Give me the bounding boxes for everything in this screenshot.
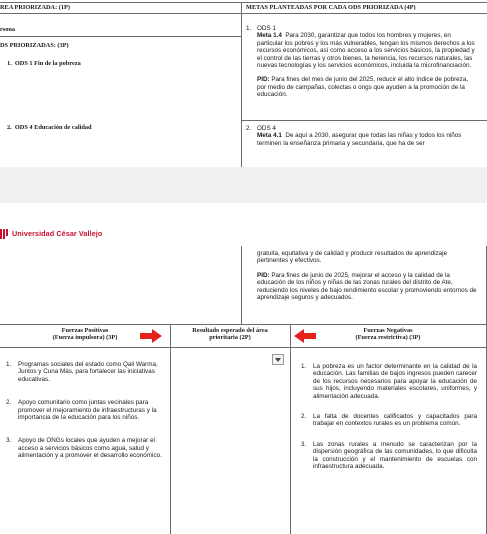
col-negativas-header: Fuerzas Negativas (Fuerza restrictiva) (3P) [355, 327, 421, 342]
header-metas: METAS PLANTEADAS POR CADA ODS PRIORIZADA (4P) [246, 4, 416, 11]
col-resultado-header: Resultado esperado del área prioritaria (2P) [192, 327, 268, 342]
arrow-left-icon [294, 329, 316, 343]
page-gap [0, 167, 487, 203]
meta-1-text: Meta 1.4 Para 2030, garantizar que todos los hombres y mujeres, en particular los pobres y los más vulnerables, tengan los mismos derechos a los recursos económicos, así como acceso a los servicios básicos, la propiedad y el control de las tierras y otros bienes, la herencia, los recursos naturales, las nuevas tecnologías y los servicios económicos, incluida la microfinanciación. [257, 32, 475, 70]
list-item: 1. La pobreza es un factor determinante en la calidad de la educación. Las familias de bajos ingresos pueden carecer de los recursos necesarios para apoyar la educación de sus hijos, incluyendo materiales escolares, uniformes, y alimentación adecuada. [301, 363, 477, 400]
list-item: 1. Programas sociales del estado como Qali Warma, Juntos y Cuna Más, para fortalecer las iniciativas educativas. [6, 361, 158, 383]
positivas-list [6, 361, 166, 460]
list-item: 3. Las zonas rurales a menudo se caracterizan por la dispersión geográfica de las comunidades, lo que dificulta la construcción y el mantenimiento de escuelas con infraestructura adecuada. [301, 440, 477, 471]
meta-2-pid: PID: Para fines de junio de 2025, mejorar el acceso y la calidad de la educación de los niños y niñas de las zonas rurales del distrito de Ate, reduciendo los niveles de bajo rendimiento escolar y promoviendo entornos de aprendizaje seguros y adecuados. [257, 272, 477, 302]
university-name: Universidad César Vallejo [12, 229, 103, 238]
ods-item-1: 1. ODS 1 Fin de la pobreza [7, 60, 81, 67]
list-item: 2. Apoyo comunitario como juntas vecinales para promover el mejoramiento de infraestructuras y la importancia de la educación para los niños. [6, 399, 157, 422]
university-logo-icon [0, 229, 9, 239]
meta-2-continuation: gratuita, equitativa y de calidad y producir resultados de aprendizaje pertinentes y efectivos. [257, 250, 448, 265]
col-positivas-header: Fuerzas Positivas (Fuerza impulsora) (3P) [52, 327, 118, 342]
header-area-priorizada: REA PRIORIZADA: (1P) [0, 4, 70, 11]
meta-block-2: 2. ODS 4 Meta 4.1 De aquí a 2030, asegurar que todas las niñas y todos los niños terminen la enseñanza primaria y secundaria, que ha de ser [246, 125, 476, 147]
negativas-list [301, 363, 477, 471]
list-item: 2. La falta de docentes calificados y capacitados para trabajar en contextos rurales es un problema común. [301, 413, 477, 428]
ods-item-2: 2. ODS 4 Educación de calidad [7, 124, 92, 131]
arrow-right-icon [140, 329, 162, 343]
meta-block-1: 1. ODS 1 Meta 1.4 Para 2030, garantizar que todos los hombres y mujeres, en particular los pobres y los más vulnerables, tengan los mismos derechos a los recursos económicos, así como acceso a los servicios básicos, la propiedad y el control de las tierras y otros bienes, la herencia, los recursos naturales, las nuevas tecnologías y los servicios económicos, incluida la microfinanciación. PID: Para fines del mes de junio del 2025, reducir el alto índice de pobreza, por medio de campañas, colectas o ongs que ayuden a la promoción de la educación. [246, 25, 475, 99]
left-label-ods: DS PRIORIZADAS: (3P) [0, 42, 69, 49]
meta-2-text: Meta 4.1 De aquí a 2030, asegurar que todas las niñas y todos los niños terminen la enseñanza primaria y secundaria, que ha de ser [257, 132, 462, 147]
meta-1-ods: ODS 1 [257, 25, 276, 32]
left-label-persona: rsona [0, 26, 16, 33]
chevron-down-icon [275, 358, 281, 362]
meta-2-ods: ODS 4 [257, 125, 276, 132]
list-item: 3. Apoyo de ONGs locales que ayuden a mejorar el acceso a servicios básicos como agua, salud y alimentación y a promover el desarrollo económico. [6, 437, 162, 460]
meta-1-pid: PID: Para fines del mes de junio del 2025, reducir el alto índice de pobreza, por medio de campañas, colectas o ongs que ayuden a la promoción de la educación. [257, 76, 469, 99]
result-dropdown[interactable] [272, 354, 284, 365]
